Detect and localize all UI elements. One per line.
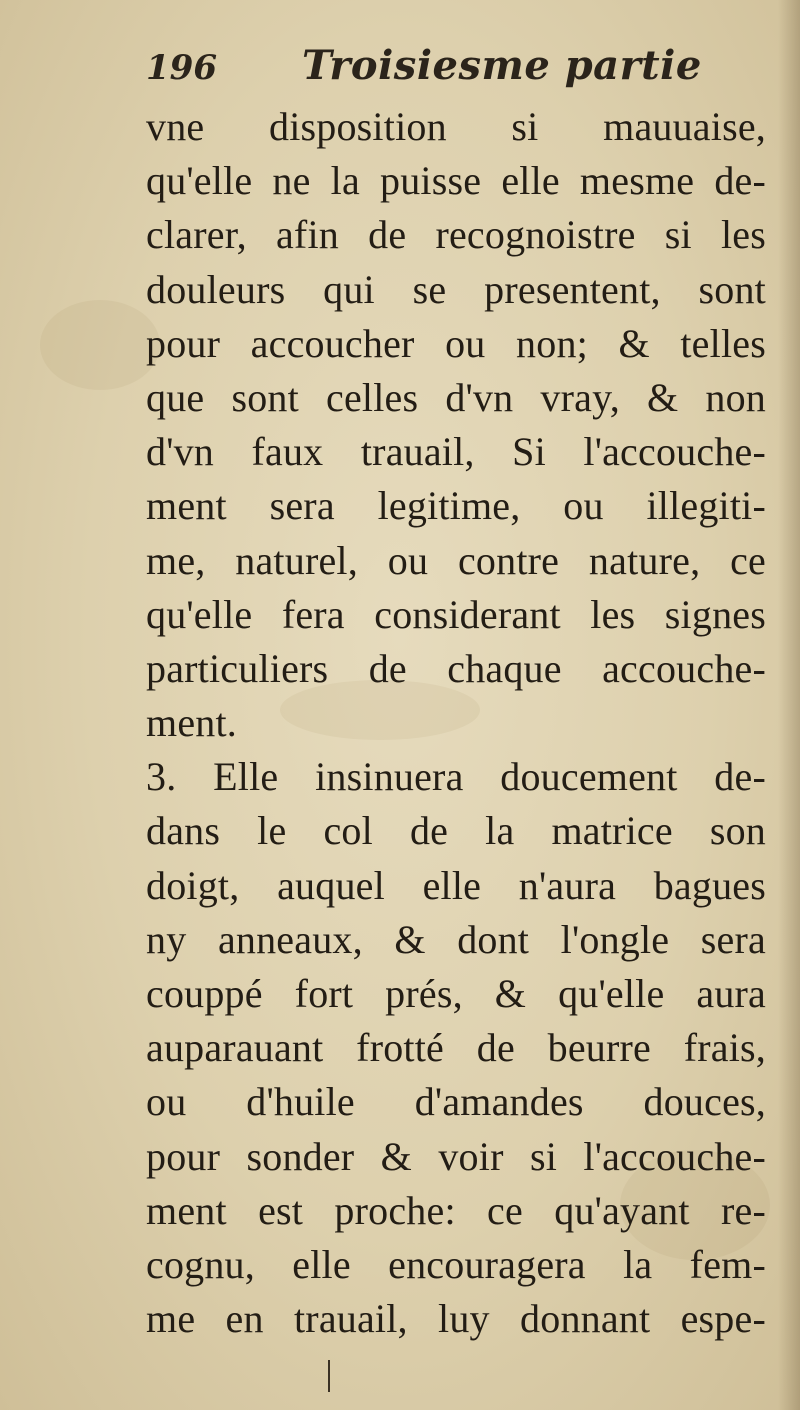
paper-stain bbox=[40, 300, 160, 390]
running-title: Troisiesme partie bbox=[302, 42, 702, 89]
text-line: cognu, elle encouragera la fem- bbox=[146, 1241, 766, 1287]
text-line: particuliers de chaque accouche- bbox=[146, 645, 766, 691]
text-line: dans le col de la matrice son bbox=[146, 808, 766, 854]
page-number: 196 bbox=[146, 48, 217, 88]
text-line: ment. bbox=[146, 700, 237, 746]
text-line: pour sonder & voir si l'accouche- bbox=[146, 1133, 766, 1179]
print-mark bbox=[320, 1360, 340, 1400]
print-tick bbox=[328, 1360, 330, 1392]
text-line: doigt, auquel elle n'aura bagues bbox=[146, 862, 766, 908]
text-line: pour accoucher ou non; & telles bbox=[146, 320, 766, 366]
text-line: d'vn faux trauail, Si l'accouche- bbox=[146, 429, 766, 475]
text-line: que sont celles d'vn vray, & non bbox=[146, 374, 766, 420]
text-line: clarer, afin de recognoistre si les bbox=[146, 212, 766, 258]
text-line: ment est proche: ce qu'ayant re- bbox=[146, 1187, 766, 1233]
text-line: couppé fort prés, & qu'elle aura bbox=[146, 971, 766, 1016]
text-line: ny anneaux, & dont l'ongle sera bbox=[146, 916, 766, 962]
text-line: qu'elle fera considerant les signes bbox=[146, 591, 766, 637]
text-line: douleurs qui se presentent, sont bbox=[146, 266, 766, 312]
body-text bbox=[146, 100, 766, 1346]
text-line: qu'elle ne la puisse elle mesme de- bbox=[146, 158, 766, 204]
text-line: me, naturel, ou contre nature, ce bbox=[146, 537, 766, 583]
text-line: ment sera legitime, ou illegiti- bbox=[146, 483, 766, 529]
text-line: ou d'huile d'amandes douces, bbox=[146, 1079, 766, 1125]
page-edge-shadow bbox=[778, 0, 800, 1410]
text-line: me en trauail, luy donnant espe- bbox=[146, 1296, 766, 1342]
text-line: auparauant frotté de beurre frais, bbox=[146, 1025, 766, 1071]
text-line: vne disposition si mauuaise, bbox=[146, 104, 766, 149]
text-line: 3. Elle insinuera doucement de- bbox=[146, 754, 766, 800]
page-header bbox=[146, 42, 746, 92]
